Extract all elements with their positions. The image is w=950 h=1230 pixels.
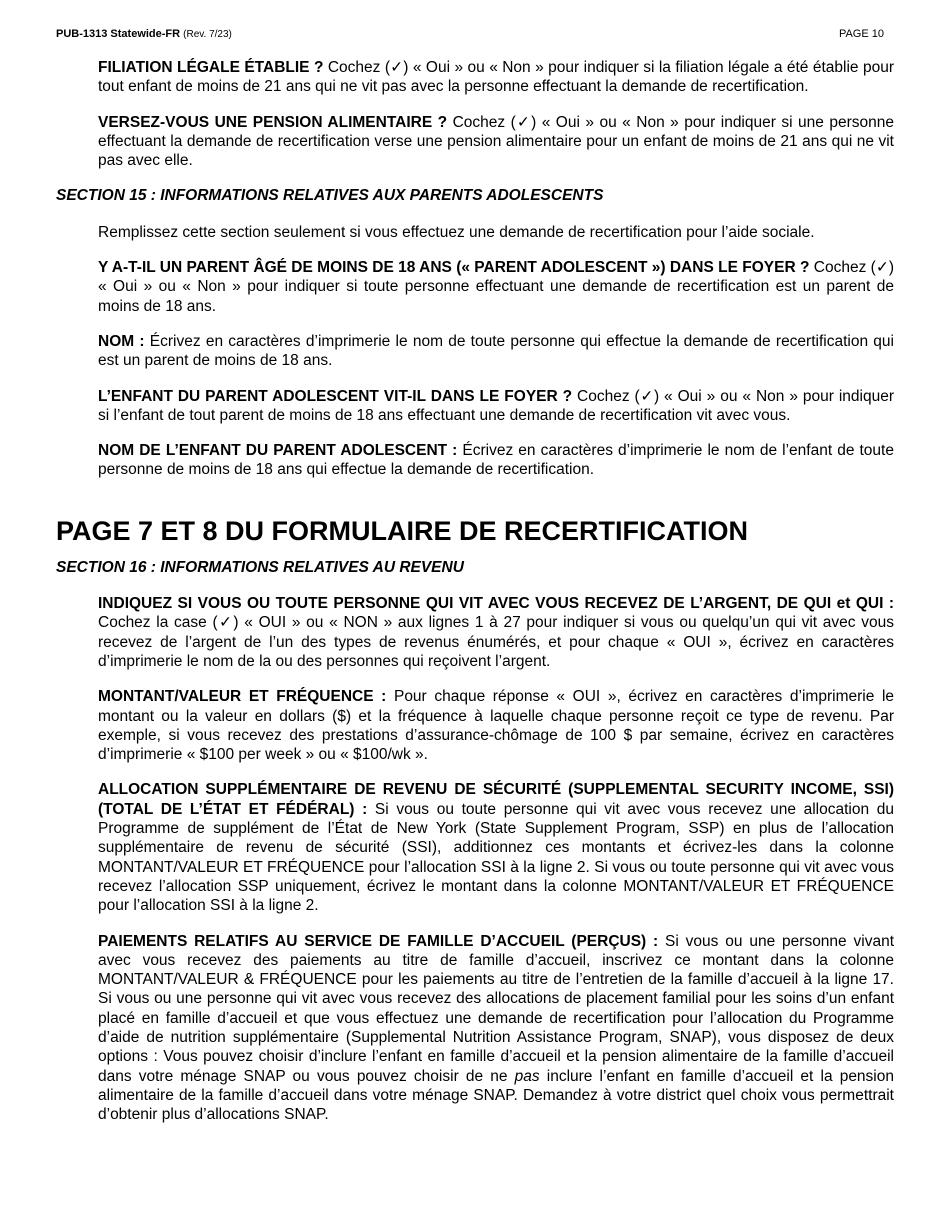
paragraph-text: Cochez (✓) « Oui » ou « Non » pour indiquer si une personne effectuant la demande de recertification verse une pension alimentaire pour un enfant de moins de 21 ans qui ne vit pas avec elle. [98, 113, 894, 170]
paragraph-ssi [98, 780, 894, 915]
paragraph-text: Écrivez en caractères d’imprimerie le nom de toute personne qui effectue la demande de recertification qui est un parent de moins de 18 ans. [98, 332, 894, 370]
paragraph-filiation [98, 58, 894, 97]
page-header [56, 27, 884, 42]
paragraph-text: Si vous ou une personne vivant avec vous recevez des paiements au titre de famille d’accueil, inscrivez ce montant dans la colonne MONTANT/VALEUR & FRÉQUENCE pour les paiements au titre de l’entretien de la famille d’accueil à la ligne 17. Si vous ou une personne qui vit avec vous recevez des allocations de placement familial pour les soins d’un enfant placé en famille d’accueil et que vous effectuez une demande de recertification pour l’allocation du Programme d’aide de nutrition supplémentaire (Supplemental Nutrition Assistance Program, SNAP), vous disposez de deux options : Vous pouvez choisir d’inclure l’enfant en famille d’accueil et la pension alimentaire de la famille d’accueil dans votre ménage SNAP ou vous pouvez choisir de ne [98, 932, 895, 1085]
paragraph-text: Écrivez en caractères d’imprimerie le nom de l’enfant de toute personne de moins de 18 ans qui effectue la demande de recertification. [98, 442, 894, 479]
document-body [56, 58, 894, 1140]
paragraph-lead: ALLOCATION SUPPLÉMENTAIRE DE REVENU DE SÉCURITÉ (SUPPLEMENTAL SECURITY INCOME, SSI) (TOTAL DE L’ÉTAT ET FÉDÉRAL) : [98, 781, 894, 818]
paragraph-name [98, 332, 894, 371]
paragraph-s15-intro [98, 223, 894, 242]
paragraph-lead: PAIEMENTS RELATIFS AU SERVICE DE FAMILLE D’ACCUEIL (PERÇUS) : [98, 932, 659, 950]
paragraph-lead: NOM DE L’ENFANT DU PARENT ADOLESCENT : [98, 442, 458, 460]
paragraph-pension [98, 113, 894, 171]
paragraph-teen-parent [98, 258, 894, 316]
paragraph-text: Cochez (✓) « Oui » ou « Non » pour indiquer si l’enfant de tout parent de moins de 18 ans effectuant une demande de recertification vit avec vous. [98, 387, 895, 424]
paragraph-text: Cochez la case (✓) « OUI » ou « NON » aux lignes 1 à 27 pour indiquer si vous ou quelqu’un qui vit avec vous recevez de l’argent de l’un des types de revenus énumérés, et pour chaque « OUI », écrivez en caractères d’imprimerie le nom de la ou des personnes qui reçoivent l’argent. [98, 614, 894, 670]
paragraph-foster-care [98, 932, 894, 1125]
doc-code: PUB-1313 Statewide-FR [56, 28, 181, 40]
paragraph-emphasis: pas [514, 1067, 540, 1085]
paragraph-income-sources [98, 594, 894, 671]
paragraph-lead: Y A-T-IL UN PARENT ÂGÉ DE MOINS DE 18 ANS (« PARENT ADOLESCENT ») DANS LE FOYER ? [98, 259, 810, 277]
paragraph-teen-child-name [98, 441, 894, 480]
paragraph-lead: VERSEZ-VOUS UNE PENSION ALIMENTAIRE ? [98, 113, 448, 131]
section-15-heading: SECTION 15 : INFORMATIONS RELATIVES AUX PARENTS ADOLESCENTS [56, 187, 604, 205]
paragraph-text-after: inclure l’enfant en famille d’accueil et la pension alimentaire de la famille d’accueil dans votre ménage SNAP. Demandez à votre district quel choix vous permettrait d’obtenir plus d’allocations SNAP. [98, 1067, 894, 1124]
paragraph-text: Pour chaque réponse « OUI », écrivez en caractères d’imprimerie le montant ou la valeur en dollars ($) et la fréquence à laquelle chaque personne reçoit ce type de revenu. Par exemple, si vous recevez des prestations d’assurance-chômage de 100 $ par semaine, écrivez en caractères d’imprimerie « $100 per week » ou « $100/wk ». [98, 688, 895, 764]
paragraph-lead: FILIATION LÉGALE ÉTABLIE ? [98, 59, 324, 76]
paragraph-lead: L’ENFANT DU PARENT ADOLESCENT VIT-IL DANS LE FOYER ? [98, 387, 573, 405]
paragraph-text: Cochez (✓) « Oui » ou « Non » pour indiquer si la filiation légale a été établie pour tout enfant de moins de 21 ans qui ne vit pas avec la personne effectuant la demande de recertification. [98, 59, 894, 96]
page-title: PAGE 7 ET 8 DU FORMULAIRE DE RECERTIFICATION [56, 515, 749, 546]
paragraph-teen-child-in-home [98, 387, 894, 426]
paragraph-text: Cochez (✓) « Oui » ou « Non » pour indiquer si toute personne effectuant une demande de recertification est un parent de moins de 18 ans. [98, 259, 895, 315]
paragraph-text: Remplissez cette section seulement si vous effectuez une demande de recertification pour l’aide sociale. [98, 223, 815, 241]
page-number: PAGE 10 [838, 28, 884, 40]
paragraph-text: Si vous ou toute personne qui vit avec vous recevez une allocation du Programme de supplément de l’État de New York (State Supplement Program, SSP) en plus de l’allocation supplémentaire de revenu de sécurité (SSI), additionnez ces montants et écrivez-les dans la colonne MONTANT/VALEUR ET FRÉQUENCE pour l’allocation SSI à la ligne 2. Si vous ou toute personne qui vit avec vous recevez l’allocation SSP uniquement, écrivez le montant dans la colonne MONTANT/VALEUR ET FRÉQUENCE pour l’allocation SSI à la ligne 2. [98, 800, 894, 915]
doc-revision: (Rev. 7/23) [183, 29, 232, 40]
paragraph-lead: MONTANT/VALEUR ET FRÉQUENCE : [98, 688, 387, 706]
paragraph-amount-frequency [98, 687, 894, 764]
paragraph-lead: INDIQUEZ SI VOUS OU TOUTE PERSONNE QUI VIT AVEC VOUS RECEVEZ DE L’ARGENT, DE QUI et QUI : [98, 595, 894, 613]
section-16-heading: SECTION 16 : INFORMATIONS RELATIVES AU REVENU [56, 558, 464, 576]
paragraph-lead: NOM : [98, 332, 145, 350]
